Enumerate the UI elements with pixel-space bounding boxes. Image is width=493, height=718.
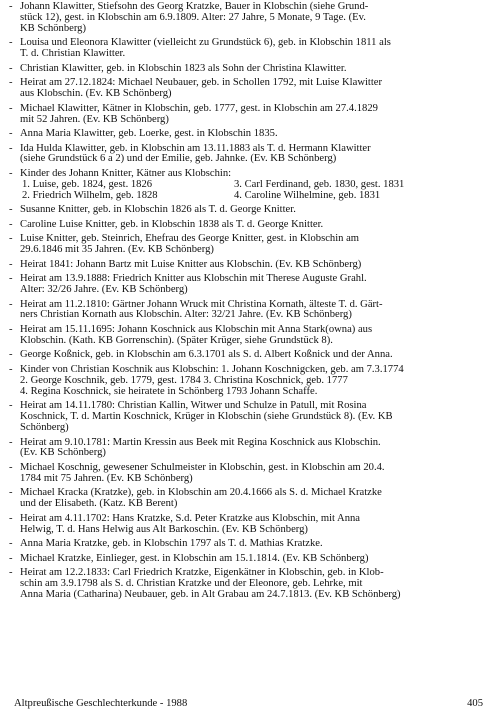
genealogy-entry [9,234,475,256]
page-footer [14,698,483,710]
entry-bullet: - [9,102,13,114]
entry-line: Klobschin. (Kath. KB Gorrenschin). (Später Krüger, siehe Grundstück 8). [20,334,333,346]
entry-line: Ida Hulda Klawitter, geb. in Klobschin am 13.11.1883 als T. d. Hermann Klawitter [20,142,371,154]
entry-text [20,129,475,140]
entry-text [20,64,475,75]
genealogy-entry [9,438,475,460]
entry-text [20,350,475,361]
entry-text [20,38,475,60]
child-item: 4. Caroline Wilhelmine, geb. 1831 [234,189,381,201]
entry-line: Louisa und Eleonora Klawitter (vielleicht zu Grundstück 6), geb. in Klobschin 1811 als [20,37,391,49]
entry-line: Kinder von Christian Koschnik aus Klobschin: 1. Johann Koschnigcken, geb. am 7.3.1774 [20,363,404,375]
entry-text [20,104,475,126]
entry-bullet: - [9,487,13,499]
entry-line: 1784 mit 75 Jahren. (Ev. KB Schönberg) [20,472,193,484]
genealogy-entry [9,38,475,60]
entry-line: Michael Kracka (Kratzke), geb. in Klobschin am 20.4.1666 als S. d. Michael Kratzke [20,487,382,499]
entry-text [20,463,475,485]
genealogy-entry [9,260,475,271]
genealogy-entry [9,300,475,322]
entry-text [20,234,475,256]
entry-text [20,488,475,510]
genealogy-entry [9,554,475,565]
genealogy-entry [9,104,475,126]
entry-bullet: - [9,349,13,361]
children-row [20,191,475,202]
genealogy-entry [9,144,475,166]
entry-text [20,2,475,35]
journal-title: Altpreußische Geschlechterkunde - 1988 [14,698,188,709]
entry-line: schin am 3.9.1798 als S. d. Christian Kratzke und der Eleonore, geb. Lehrke, mit [20,578,363,590]
entry-text [20,554,475,565]
entry-bullet: - [9,62,13,74]
entry-text [20,325,475,347]
genealogy-entry [9,539,475,550]
child-item: 3. Carl Ferdinand, geb. 1830, gest. 1831 [234,178,405,190]
entry-line: (siehe Grundstück 6 a 2) und der Emilie, geb. Jahnke. (Ev. KB Schönberg) [20,153,337,165]
entry-bullet: - [9,77,13,89]
entry-text [20,401,475,434]
entry-text [20,365,475,398]
entry-bullet: - [9,218,13,230]
entry-line: Heirat am 27.12.1824: Michael Neubauer, geb. in Schollen 1792, mit Luise Klawitter [20,77,383,89]
genealogy-entry [9,568,475,601]
entry-bullet: - [9,567,13,579]
genealogy-entry [9,220,475,231]
entry-bullet: - [9,233,13,245]
entry-bullet: - [9,323,13,335]
entry-text [20,300,475,322]
entry-line: Christian Klawitter, geb. in Klobschin 1823 als Sohn der Christina Klawitter. [20,62,347,74]
entry-line: Luise Knitter, geb. Steinrich, Ehefrau des George Knitter, gest. in Klobschin am [20,233,360,245]
entry-text [20,144,475,166]
entry-line: Alter: 32/26 Jahre. (Ev. KB Schönberg) [20,284,188,296]
entry-text [20,438,475,460]
entry-bullet: - [9,461,13,473]
entry-list [9,2,475,604]
genealogy-entry [9,365,475,398]
entry-text [20,274,475,296]
entry-line: Heirat am 4.11.1702: Hans Kratzke, S.d. Peter Kratzke aus Klobschin, mit Anna [20,512,360,524]
entry-bullet: - [9,400,13,412]
entry-bullet: - [9,363,13,375]
entry-line: Caroline Luise Knitter, geb. in Klobschin 1838 als T. d. George Knitter. [20,218,324,230]
entry-bullet: - [9,258,13,270]
entry-text [20,220,475,231]
entry-line: Michael Koschnig, gewesener Schulmeister in Klobschin, gest. in Klobschin am 20.4. [20,461,385,473]
entry-line: Heirat am 15.11.1695: Johann Koschnick aus Klobschin mit Anna Stark(owna) aus [20,323,373,335]
genealogy-entry [9,488,475,510]
entry-line: Susanne Knitter, geb. in Klobschin 1826 als T. d. George Knitter. [20,204,296,216]
entry-text [20,205,475,216]
entry-text [20,169,475,202]
page-number: 405 [467,698,483,709]
entry-line: Michael Klawitter, Kätner in Klobschin, geb. 1777, gest. in Klobschin am 27.4.1829 [20,102,378,114]
genealogy-entry [9,78,475,100]
genealogy-entry [9,129,475,140]
child-item: 1. Luise, geb. 1824, gest. 1826 [22,178,153,190]
entry-text [20,78,475,100]
entry-bullet: - [9,538,13,550]
genealogy-entry [9,325,475,347]
genealogy-entry [9,2,475,35]
entry-line: 4. Regina Koschnick, sie heiratete in Schönberg 1793 Johann Schaffe. [20,385,318,397]
entry-line: Helwig, T. d. Hans Helwig aus Alt Barkoschin. (Ev. KB Schönberg) [20,523,308,535]
entry-line: Michael Kratzke, Einlieger, gest. in Klobschin am 15.1.1814. (Ev. KB Schönberg) [20,552,369,564]
genealogy-entry [9,205,475,216]
entry-bullet: - [9,298,13,310]
entry-line: Heirat am 12.2.1833: Carl Friedrich Kratzke, Eigenkätner in Klobschin, geb. in Klob- [20,567,384,579]
entry-line: und der Elisabeth. (Katz. KB Berent) [20,498,178,510]
entry-line: Heirat am 11.2.1810: Gärtner Johann Wruck mit Christina Kornath, älteste T. d. Gärt- [20,298,383,310]
entry-bullet: - [9,273,13,285]
entry-line: Kinder des Johann Knitter, Kätner aus Klobschin: [20,167,232,179]
entry-line: George Koßnick, geb. in Klobschin am 6.3.1701 als S. d. Albert Koßnick und der Anna. [20,349,393,361]
entry-line: ners Christian Kornath aus Klobschin. Alter: 32/21 Jahre. (Ev. KB Schönberg) [20,309,352,321]
entry-text [20,539,475,550]
entry-text [20,260,475,271]
entry-bullet: - [9,128,13,140]
entry-bullet: - [9,512,13,524]
entry-line: stück 12), gest. in Klobschin am 6.9.1809. Alter: 27 Jahre, 5 Monate, 9 Tage. (Ev. [20,11,366,23]
entry-line: Heirat am 13.9.1888: Friedrich Knitter aus Klobschin mit Therese Auguste Grahl. [20,273,367,285]
genealogy-entry [9,169,475,202]
entry-text [20,514,475,536]
entry-line: Johann Klawitter, Stiefsohn des Georg Kratzke, Bauer in Klobschin (siehe Grund- [20,1,369,12]
entry-bullet: - [9,436,13,448]
genealogy-entry [9,463,475,485]
entry-line: Heirat 1841: Johann Bartz mit Luise Knitter aus Klobschin. (Ev. KB Schönberg) [20,258,362,270]
entry-line: Anna Maria Klawitter, geb. Loerke, gest. in Klobschin 1835. [20,128,278,140]
entry-line: KB Schönberg) [20,22,87,34]
entry-line: aus Klobschin. (Ev. KB Schönberg) [20,88,172,100]
entry-bullet: - [9,552,13,564]
entry-bullet: - [9,204,13,216]
entry-line: (Ev. KB Schönberg) [20,447,106,459]
entry-line: mit 52 Jahren. (Ev. KB Schönberg) [20,113,169,125]
genealogy-entry [9,514,475,536]
genealogy-entry [9,274,475,296]
entry-bullet: - [9,142,13,154]
genealogy-entry [9,64,475,75]
entry-line: 2. George Koschnik, geb. 1779, gest. 1784 3. Christina Koschnick, geb. 1777 [20,374,348,386]
entry-line: T. d. Christian Klawitter. [20,48,126,60]
entry-line: Schönberg) [20,422,69,433]
entry-line: Koschnick, T. d. Martin Koschnick, Krüger in Klobschin (siehe Grundstück 8). (Ev. KB [20,411,393,423]
entry-line: Heirat am 14.11.1780: Christian Kallin, Witwer und Schulze in Patull, mit Rosina [20,400,367,412]
entry-bullet: - [9,37,13,49]
entry-text [20,568,475,601]
entry-bullet: - [9,167,13,179]
entry-line: Heirat am 9.10.1781: Martin Kressin aus Beek mit Regina Koschnick aus Klobschin. [20,436,381,448]
entry-line: Anna Maria (Catharina) Neubauer, geb. in Alt Grabau am 24.7.1813. (Ev. KB Schönberg) [20,588,401,600]
genealogy-entry [9,401,475,434]
entry-line: Anna Maria Kratzke, geb. in Klobschin 1797 als T. d. Mathias Kratzke. [20,538,323,550]
entry-bullet: - [9,1,13,12]
child-item: 2. Friedrich Wilhelm, geb. 1828 [22,189,158,201]
entry-line: 29.6.1846 mit 35 Jahren. (Ev. KB Schönberg) [20,244,214,256]
genealogy-entry [9,350,475,361]
